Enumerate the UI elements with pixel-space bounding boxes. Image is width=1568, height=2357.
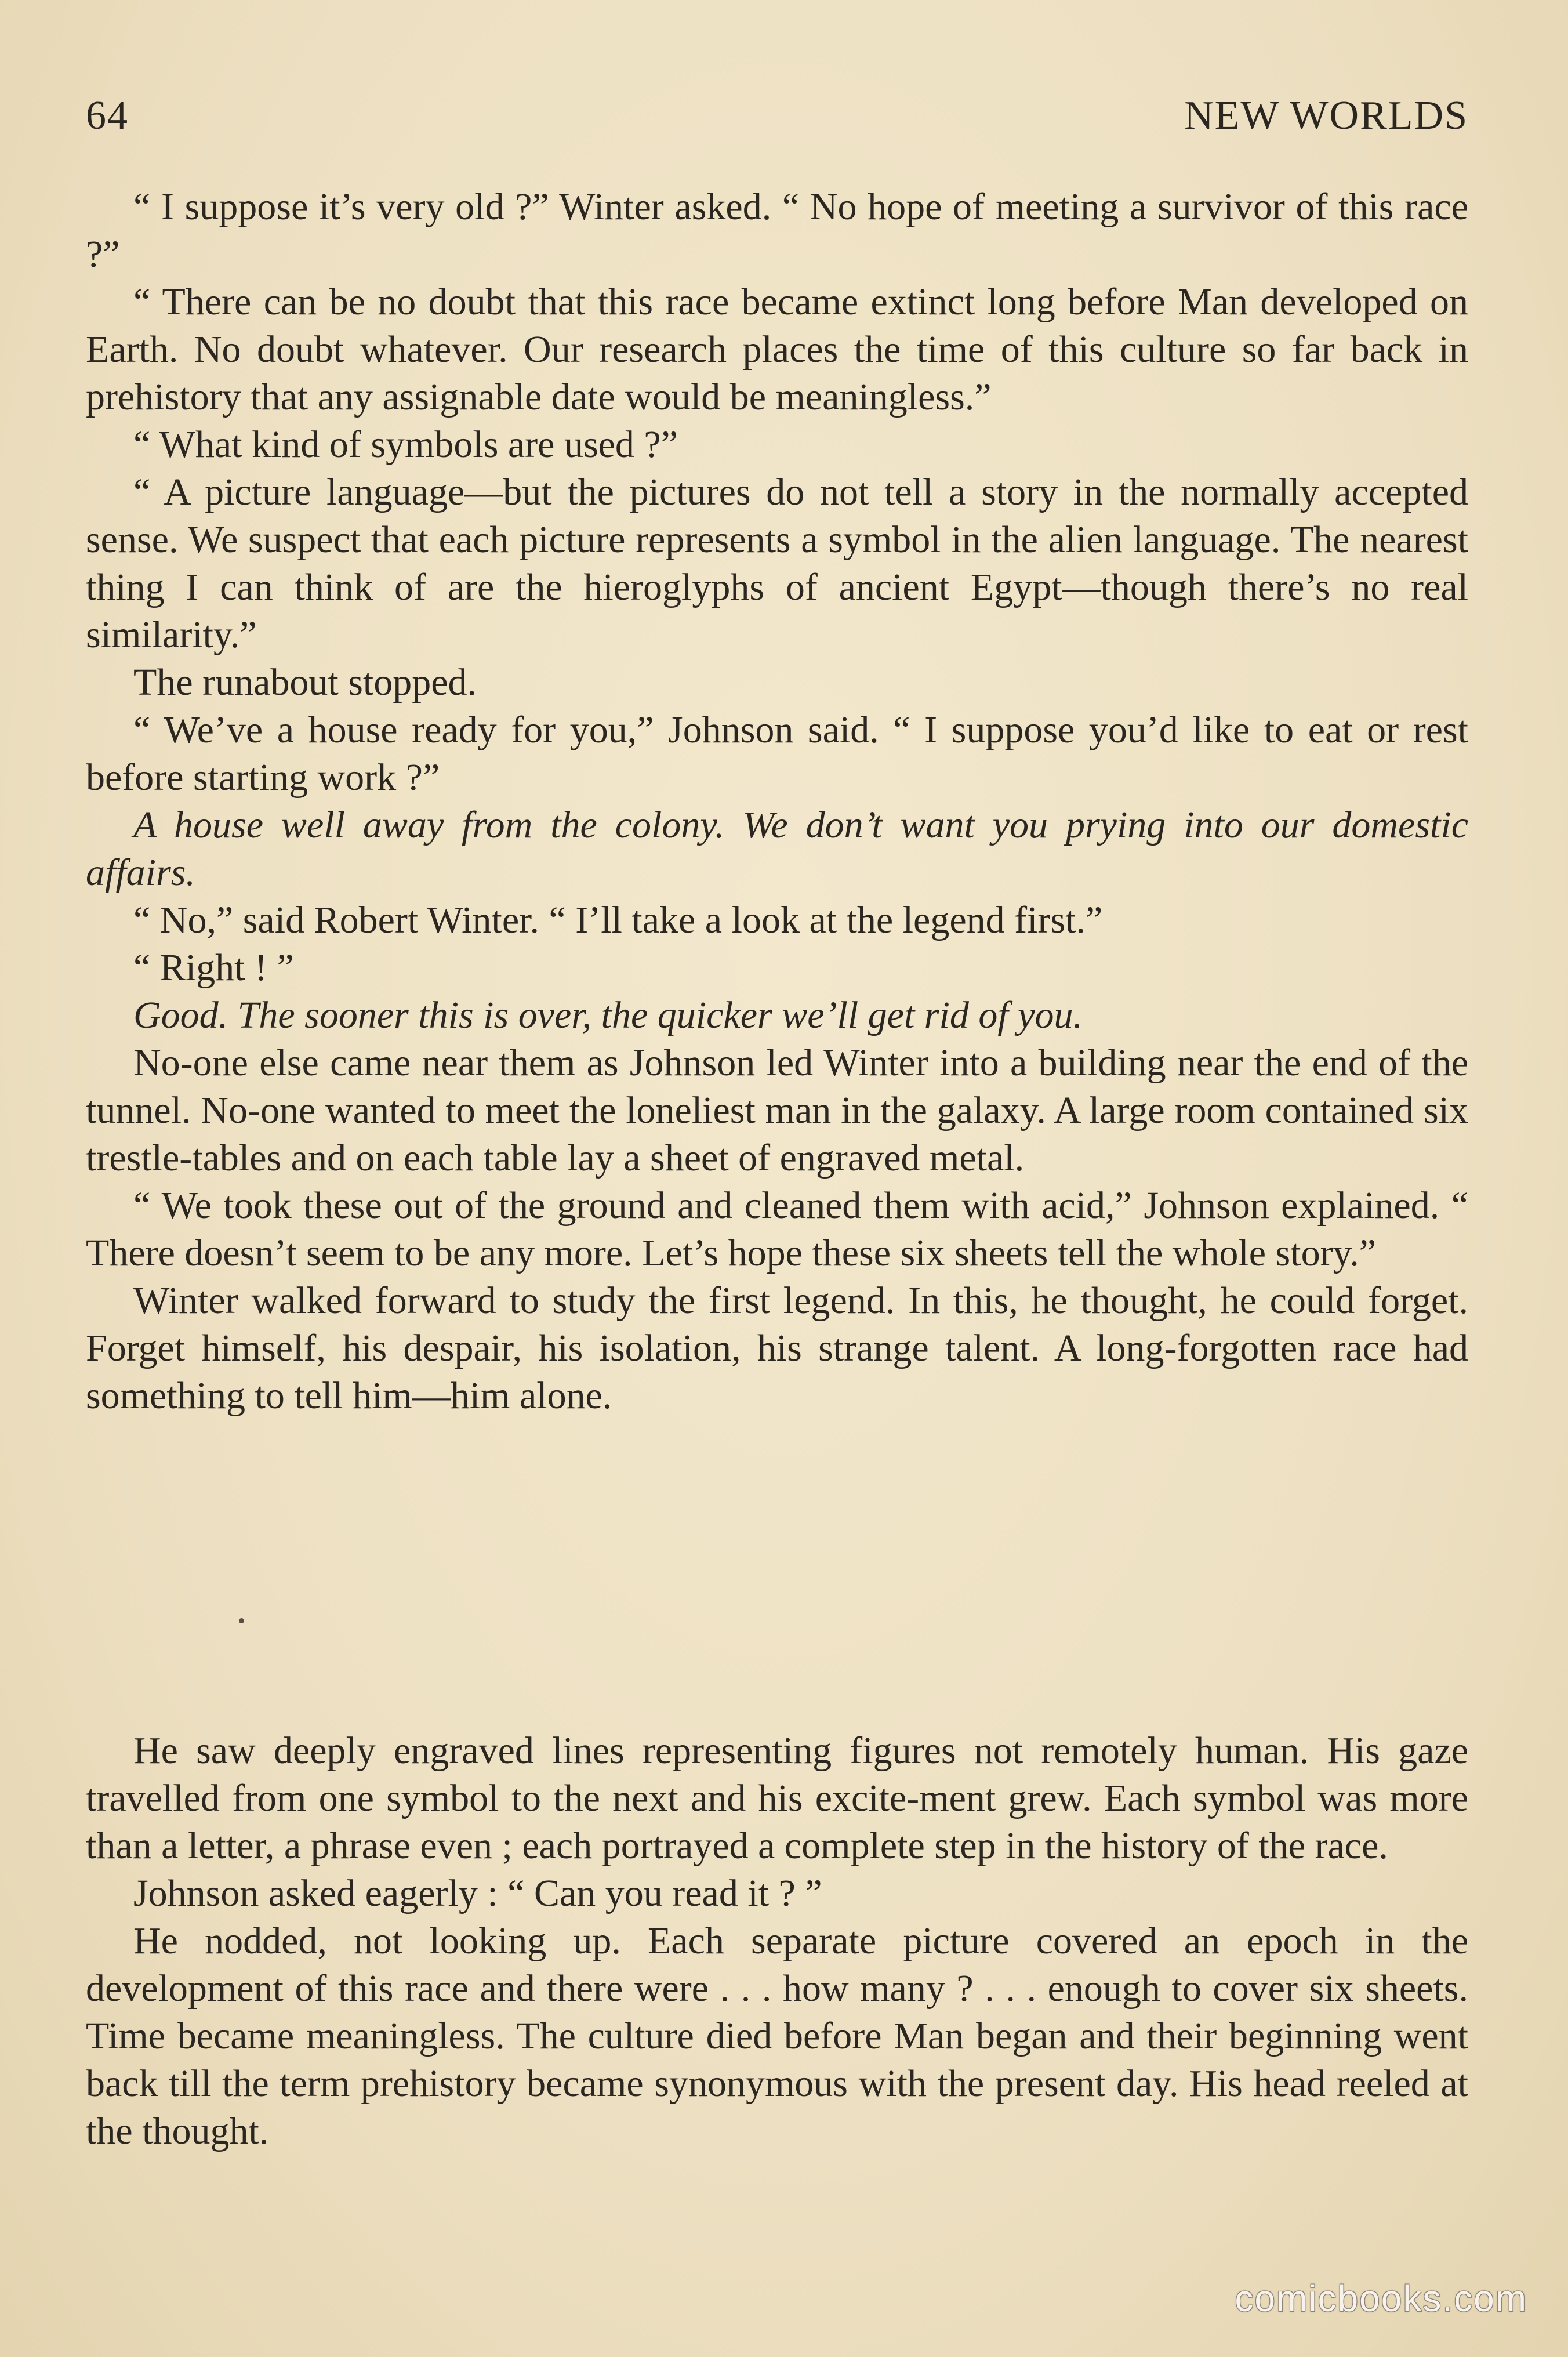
- page-header: [86, 93, 1468, 139]
- paragraph: “ What kind of symbols are used ?”: [133, 423, 678, 466]
- text-section-one: [86, 183, 1468, 1420]
- paragraph: Winter walked forward to study the first legend. In this, he thought, he could forget. Forget himself, his despair, his isolation, his strange talent. A long-forgotten race had something to tell him—him alone.: [86, 1279, 1468, 1417]
- paragraph: “ A picture language—but the pictures do not tell a story in the normally accepted sense. We suspect that each picture represents a symbol in the alien language. The nearest thing I can think of are the hieroglyphs of ancient Egypt—though there’s no real similarity.”: [86, 471, 1468, 656]
- paragraph: “ I suppose it’s very old ?” Winter asked. “ No hope of meeting a survivor of this race ?”: [86, 186, 1468, 275]
- paragraph: Good. The sooner this is over, the quicker we’ll get rid of you.: [133, 994, 1083, 1036]
- print-speck: [239, 1618, 244, 1623]
- paragraph: “ We took these out of the ground and cleaned them with acid,” Johnson explained. “ There doesn’t seem to be any more. Let’s hope these six sheets tell the whole story.”: [86, 1184, 1468, 1274]
- running-title: NEW WORLDS: [1184, 93, 1468, 138]
- paragraph: A house well away from the colony. We don’t want you prying into our domestic affairs.: [86, 804, 1468, 894]
- text-section-two: [86, 1727, 1468, 2155]
- paragraph: “ No,” said Robert Winter. “ I’ll take a look at the legend first.”: [133, 899, 1103, 941]
- paragraph: Johnson asked eagerly : “ Can you read it ? ”: [133, 1872, 822, 1914]
- page-number: 64: [86, 93, 129, 138]
- watermark: comicbooks.com: [1235, 2278, 1527, 2319]
- paragraph: “ There can be no doubt that this race became extinct long before Man developed on Earth. No doubt whatever. Our research places the time of this culture so far back in prehistory that any assignable date would be meaningless.”: [86, 281, 1468, 418]
- paragraph: “ We’ve a house ready for you,” Johnson said. “ I suppose you’d like to eat or rest before starting work ?”: [86, 709, 1468, 799]
- paragraph: He nodded, not looking up. Each separate picture covered an epoch in the development of this race and there were . . . how many ? . . . enough to cover six sheets. Time became meaningless. The culture died before Man began and their beginning went back till the term prehistory became synonymous with the present day. His head reeled at the thought.: [86, 1920, 1468, 2152]
- paragraph: No-one else came near them as Johnson led Winter into a building near the end of the tunnel. No-one wanted to meet the loneliest man in the galaxy. A large room contained six trestle-tables and on each table lay a sheet of engraved metal.: [86, 1042, 1468, 1179]
- paragraph: The runabout stopped.: [133, 661, 477, 704]
- paragraph: “ Right ! ”: [133, 947, 294, 989]
- paragraph: He saw deeply engraved lines representing figures not remotely human. His gaze travelled from one symbol to the next and his excite-ment grew. Each symbol was more than a letter, a phrase even ; each portrayed a complete step in the history of the race.: [86, 1729, 1468, 1867]
